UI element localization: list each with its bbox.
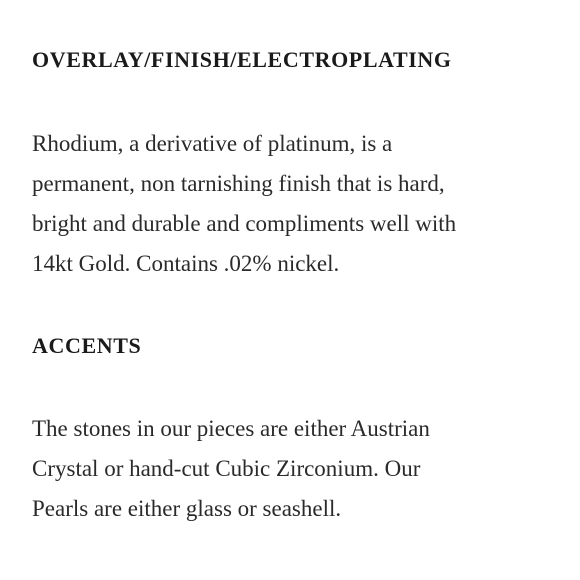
body-line: Crystal or hand-cut Cubic Zirconium. Our <box>32 456 421 481</box>
section-body-overlay-finish <box>32 124 456 284</box>
section-body-accents <box>32 409 430 529</box>
section-heading-accents: ACCENTS <box>32 333 142 358</box>
body-line: permanent, non tarnishing finish that is hard, <box>32 171 445 196</box>
body-line: The stones in our pieces are either Austrian <box>32 416 430 441</box>
body-line: bright and durable and compliments well with <box>32 211 457 236</box>
section-heading-overlay-finish: OVERLAY/FINISH/ELECTROPLATING <box>32 47 452 72</box>
body-line: Pearls are either glass or seashell. <box>32 496 342 521</box>
body-line: Rhodium, a derivative of platinum, is a <box>32 131 393 156</box>
body-line: 14kt Gold. Contains .02% nickel. <box>32 251 340 276</box>
